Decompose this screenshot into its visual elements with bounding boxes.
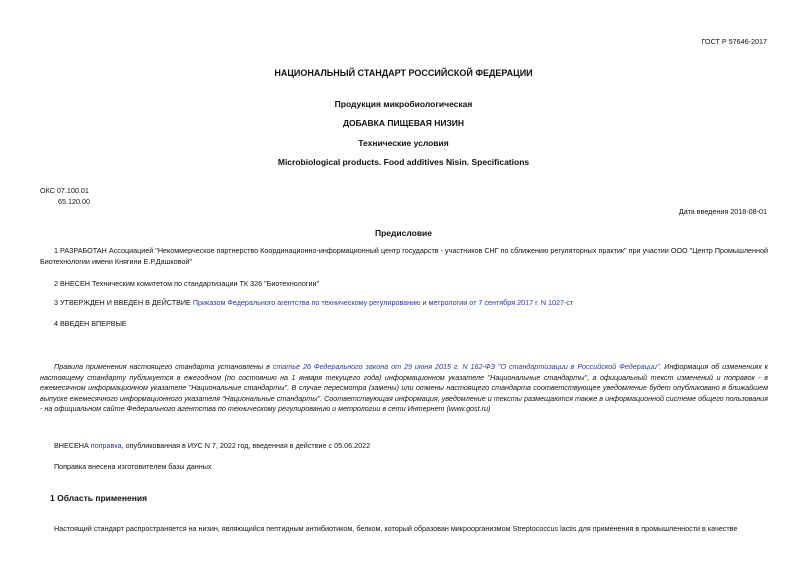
foreword-item-2: 2 ВНЕСЕН Техническим комитетом по стандартизации ТК 326 "Биотехнологии": [54, 279, 320, 288]
oks-code-2: 65.120.00: [58, 197, 90, 206]
foreword-item-3: [40, 298, 768, 309]
amendment-note: Поправка внесена изготовителем базы данных: [54, 462, 212, 471]
federal-law-link[interactable]: статье 26 Федерального закона от 29 июня 2015 г. N 162-ФЗ "О стандартизации в Российской Федерации": [272, 362, 660, 371]
introduction-date: Дата введения 2018-08-01: [678, 207, 767, 216]
foreword-item-1: 1 РАЗРАБОТАН Ассоциацией "Некоммерческое партнерство Координационно-информационный центр государств - участников СНГ по сближению регуляторных практик" при участии ООО "Центр Промышленной Биотехнологии имени Княгини Е.Р.Дашковой": [40, 246, 768, 266]
amendment-suffix: , опубликованная в ИУС N 7, 2022 год, введенная в действие с 05.06.2022: [121, 441, 371, 450]
foreword-item-4: 4 ВВЕДЕН ВПЕРВЫЕ: [54, 319, 127, 328]
section-1-heading: 1 Область применения: [50, 493, 148, 503]
product-name: ДОБАВКА ПИЩЕВАЯ НИЗИН: [342, 118, 465, 128]
rules-text-start: Правила применения настоящего стандарта установлены в: [54, 362, 273, 371]
amendment-info: [40, 441, 768, 452]
amendment-prefix: ВНЕСЕНА: [54, 441, 91, 450]
amendment-link[interactable]: поправка: [90, 441, 122, 450]
spec-type: Технические условия: [358, 138, 449, 148]
foreword-item-3-text: 3 УТВЕРЖДЕН И ВВЕДЕН В ДЕЙСТВИЕ: [54, 298, 193, 307]
section-1-text: Настоящий стандарт распространяется на низин, являющийся пептидным антибиотиком, белком, который образован микроорганизмом Streptococcus lactis для применения в промышленности в качестве: [54, 524, 738, 533]
foreword-heading: Предисловие: [374, 228, 433, 238]
oks-code-1: ОКС 07.100.01: [40, 186, 89, 195]
standard-title: НАЦИОНАЛЬНЫЙ СТАНДАРТ РОССИЙСКОЙ ФЕДЕРАЦИИ: [274, 68, 533, 78]
product-group: Продукция микробиологическая: [334, 99, 473, 109]
standard-code: ГОСТ Р 57646-2017: [701, 37, 767, 46]
rules-text-end: . Информация об изменениях к настоящему стандарту публикуется в ежегодном (по состоянию на 1 января текущего года) информационном указателе "Национальные стандарты", а официальный текст изменений и поправок - в ежемесячном информационном указателе "Национальные стандарты". В случае пересмотра (замены) или отмены настоящего стандарта соответствующее уведомление будет опубликовано в ближайшем выпуске ежемесячного информационного указателя "Национальные стандарты". Соответствующая информация, уведомление и тексты размещаются также в информационной системе общего пользования - на официальном сайте Федерального агентства по техническому регулированию и метрологии в сети Интернет (www.gost.ru): [40, 362, 768, 413]
order-link[interactable]: Приказом Федерального агентства по техническому регулированию и метрологии от 7 сентября 2017 г. N 1027-ст: [192, 298, 574, 307]
application-rules: [40, 362, 768, 415]
english-title: Microbiological products. Food additives Nisin. Specifications: [277, 157, 530, 167]
